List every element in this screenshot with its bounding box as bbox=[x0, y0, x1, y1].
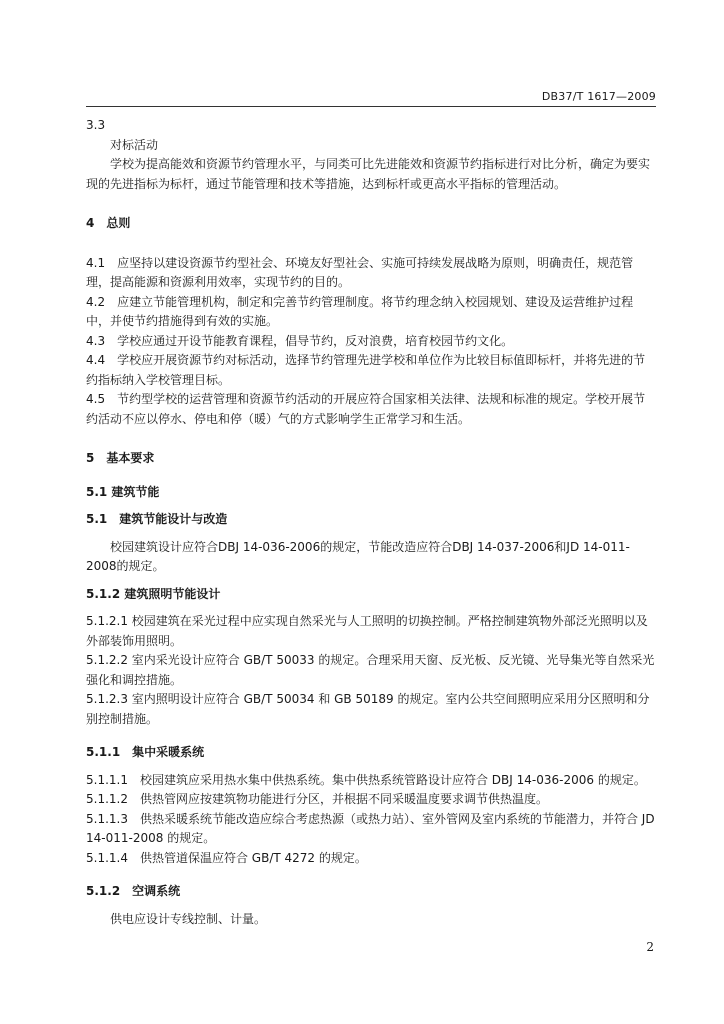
clause-number: 4.3 bbox=[86, 333, 106, 348]
section-5-title: 基本要求 bbox=[106, 451, 155, 465]
clause-number: 4.2 bbox=[86, 294, 106, 309]
clause-number: 5.1.1.2 bbox=[86, 792, 128, 806]
section-5-1-2-aircon-text: 供电应设计专线控制、计量。 bbox=[110, 911, 267, 926]
clause-number: 5.1 bbox=[86, 512, 108, 526]
section-5-number: 5 bbox=[86, 451, 95, 465]
clause-number: 5.1.1.4 bbox=[86, 850, 128, 865]
clause-title: 集中采暖系统 bbox=[132, 745, 205, 759]
section-4-heading bbox=[86, 214, 656, 234]
page-number: 2 bbox=[646, 940, 654, 954]
clause-text: 供热管网应按建筑物功能进行分区，并根据不同采暖温度要求调节供热温度。 bbox=[139, 792, 548, 806]
clause-text: 应建立节能管理机构，制定和完善节约管理制度。将节约理念纳入校园规划、建设及运营维护过程中，并使节约措施得到有效的实施。 bbox=[86, 294, 634, 328]
clause-number-3-3: 3.3 bbox=[86, 118, 106, 132]
clause-number: 4.4 bbox=[86, 353, 106, 367]
term-title: 对标活动 bbox=[110, 137, 159, 152]
clause-5-1-2-2: 5.1.2.2 室内采光设计应符合 GB/T 50033 的规定。合理采用天窗、反光板、反光镜、光导集光等自然采光强化和调控措施。 bbox=[86, 653, 655, 687]
section-5-1-heading: 5.1 建筑节能 bbox=[86, 484, 160, 499]
section-5-1-2-heading: 5.1.2 建筑照明节能设计 bbox=[86, 586, 221, 601]
clause-4-1 bbox=[86, 254, 656, 293]
clause-text: 供热管道保温应符合 GB/T 4272 的规定。 bbox=[139, 850, 367, 865]
clause-number: 5.1.2 bbox=[86, 884, 121, 898]
clause-text: 学校应开展资源节约对标活动，选择节约管理先进学校和单位作为比较目标值即标杆，并将先进的节约指标纳入学校管理目标。 bbox=[86, 353, 646, 387]
clause-title: 空调系统 bbox=[132, 884, 181, 898]
header-rule bbox=[86, 106, 656, 107]
clause-5-1-2-3: 5.1.2.3 室内照明设计应符合 GB/T 50034 和 GB 50189 的规定。室内公共空间照明应采用分区照明和分别控制措施。 bbox=[86, 692, 650, 726]
section-4-title: 总则 bbox=[106, 216, 131, 230]
section-5-heading bbox=[86, 449, 656, 469]
clause-number: 4.5 bbox=[86, 392, 106, 406]
clause-number: 5.1.1 bbox=[86, 745, 121, 759]
clause-text: 供热采暖系统节能改造应综合考虑热源（或热力站）、室外管网及室内系统的节能潜力，并符合 JD 14-011-2008 的规定。 bbox=[86, 811, 655, 845]
section-5-1-text: 校园建筑设计应符合DBJ 14-036-2006的规定，节能改造应符合DBJ 14-037-2006和JD 14-011-2008的规定。 bbox=[86, 539, 630, 573]
clause-number: 4.1 bbox=[86, 255, 106, 270]
clause-text: 校园建筑应采用热水集中供热系统。集中供热系统管路设计应符合 DBJ 14-036-2006 的规定。 bbox=[139, 772, 646, 787]
section-4-number: 4 bbox=[86, 216, 95, 230]
clause-5-1-1-2 bbox=[86, 790, 656, 810]
clause-4-2 bbox=[86, 293, 656, 332]
clause-5-1-2-1: 5.1.2.1 校园建筑在采光过程中应实现自然采光与人工照明的切换控制。严格控制建筑物外部泛光照明以及外部装饰用照明。 bbox=[86, 614, 648, 648]
clause-4-3 bbox=[86, 332, 656, 352]
term-definition: 学校为提高能效和资源节约管理水平，与同类可比先进能效和资源节约指标进行对比分析，确定为要实现的先进指标为标杆，通过节能管理和技术等措施，达到标杆或更高水平指标的管理活动。 bbox=[86, 157, 651, 191]
clause-5-1-1-4 bbox=[86, 849, 656, 869]
clause-5-1-1-1 bbox=[86, 771, 656, 791]
clause-number: 5.1.1.3 bbox=[86, 811, 128, 826]
document-body bbox=[86, 116, 656, 929]
standard-code: DB37/T 1617—2009 bbox=[541, 90, 656, 103]
clause-5-1-1-3 bbox=[86, 810, 656, 849]
clause-4-5 bbox=[86, 390, 656, 429]
clause-text: 学校应通过开设节能教育课程，倡导节约，反对浪费，培育校园节约文化。 bbox=[117, 333, 514, 348]
section-5-1-2-aircon-heading bbox=[86, 882, 656, 902]
clause-text: 应坚持以建设资源节约型社会、环境友好型社会、实施可持续发展战略为原则，明确责任，规范管理，提高能源和资源利用效率，实现节约的目的。 bbox=[86, 255, 634, 289]
clause-title: 建筑节能设计与改造 bbox=[119, 512, 228, 526]
section-5-1-subheading bbox=[86, 510, 656, 530]
clause-text: 节约型学校的运营管理和资源节约活动的开展应符合国家相关法律、法规和标准的规定。学校开展节约活动不应以停水、停电和停（暖）气的方式影响学生正常学习和生活。 bbox=[86, 392, 646, 426]
clause-number: 5.1.1.1 bbox=[86, 772, 128, 787]
section-5-1-1-heading bbox=[86, 743, 656, 763]
clause-4-4 bbox=[86, 351, 656, 390]
